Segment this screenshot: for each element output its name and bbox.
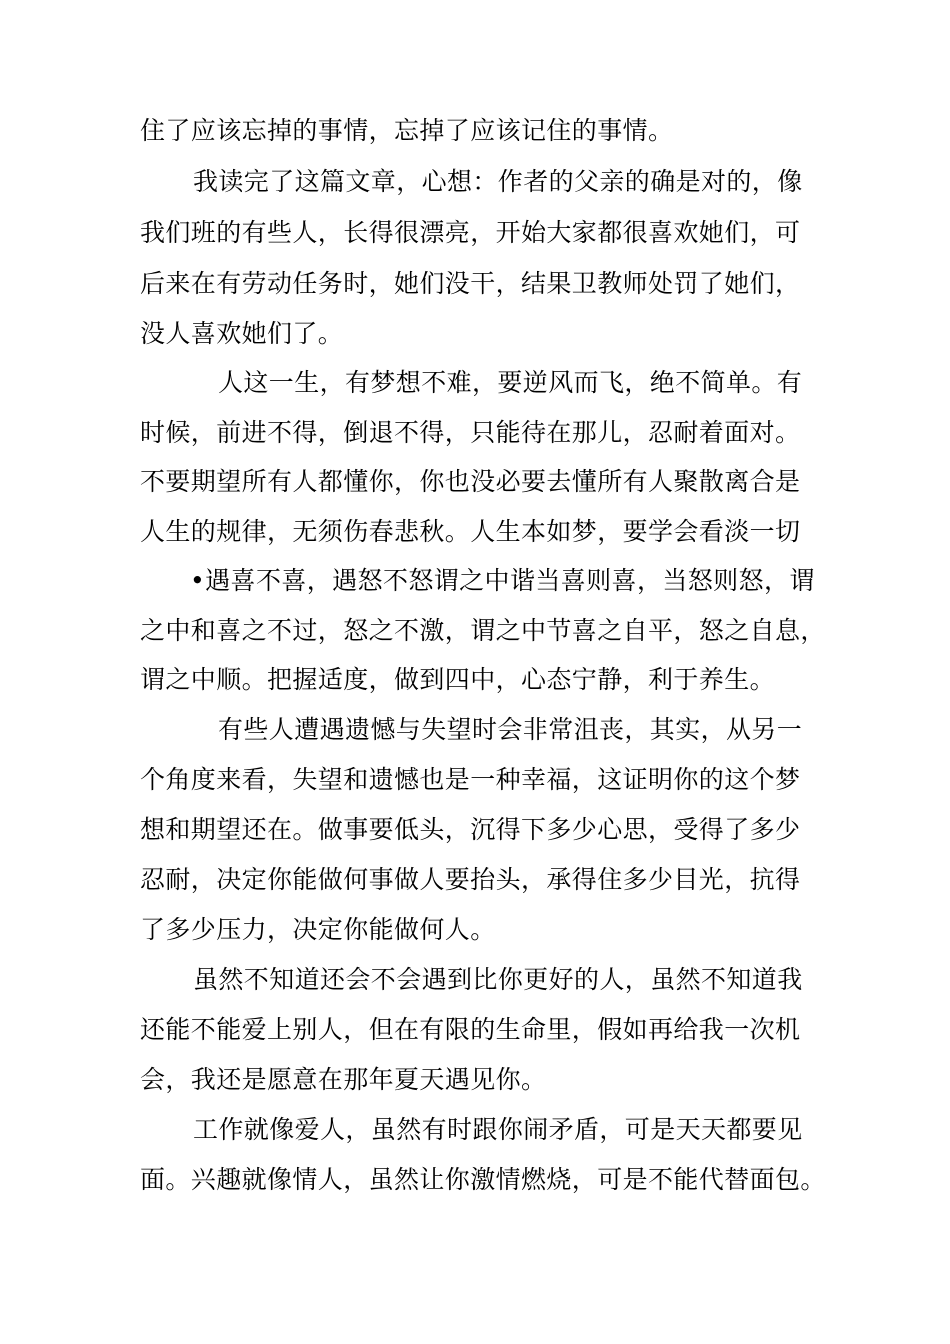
text-line: 面。兴趣就像情人，虽然让你激情燃烧，可是不能代替面包。 xyxy=(140,1165,826,1194)
text-line: 后来在有劳动任务时，她们没干，结果卫教师处罚了她们， xyxy=(140,269,801,298)
text-line: 个角度来看，失望和遗憾也是一种幸福，这证明你的这个梦 xyxy=(140,765,801,794)
text-line: 没人喜欢她们了。 xyxy=(140,319,344,348)
text-line: 我们班的有些人，长得很漂亮，开始大家都很喜欢她们，可 xyxy=(140,218,801,247)
text-line: 不要期望所有人都懂你，你也没必要去懂所有人聚散离合是 xyxy=(140,467,801,496)
text-line: •遇喜不喜，遇怒不怒谓之中谐当喜则喜，当怒则怒，谓 xyxy=(190,566,815,595)
text-line: 有些人遭遇遗憾与失望时会非常沮丧，其实，从另一 xyxy=(218,715,803,744)
text-line: 虽然不知道还会不会遇到比你更好的人，虽然不知道我 xyxy=(193,965,803,994)
text-line: 住了应该忘掉的事情，忘掉了应该记住的事情。 xyxy=(140,116,674,145)
text-line: 我读完了这篇文章，心想：作者的父亲的确是对的，像 xyxy=(193,167,803,196)
text-line: 忍耐，决定你能做何事做人要抬头，承得住多少目光，抗得 xyxy=(140,865,801,894)
text-line: 了多少压力，决定你能做何人。 xyxy=(140,915,496,944)
text-line: 人生的规律，无须伤春悲秋。人生本如梦，要学会看淡一切 xyxy=(140,517,801,546)
text-line: 谓之中顺。把握适度，做到四中，心态宁静，利于养生。 xyxy=(140,665,776,694)
text-line: 还能不能爱上别人，但在有限的生命里，假如再给我一次机 xyxy=(140,1015,801,1044)
text-line: 想和期望还在。做事要低头，沉得下多少心思，受得了多少 xyxy=(140,815,801,844)
text-line: 工作就像爱人，虽然有时跟你闹矛盾，可是天天都要见 xyxy=(193,1115,803,1144)
text-line: 人这一生，有梦想不难，要逆风而飞，绝不简单。有 xyxy=(218,368,803,397)
text-line: 会，我还是愿意在那年夏天遇见你。 xyxy=(140,1065,547,1094)
text-line: 之中和喜之不过，怒之不激，谓之中节喜之自平，怒之自息， xyxy=(140,616,826,645)
text-line: 时候，前进不得，倒退不得，只能待在那儿，忍耐着面对。 xyxy=(140,418,801,447)
